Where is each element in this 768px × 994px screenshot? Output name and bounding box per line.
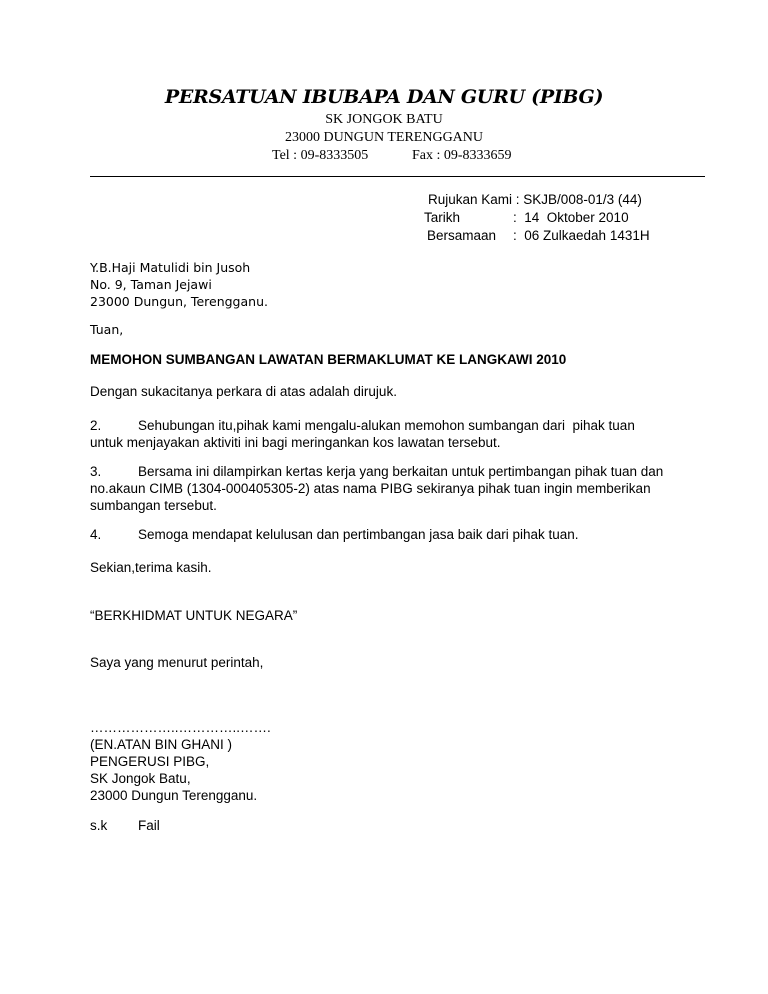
telephone: Tel : 09-8333505 — [272, 148, 369, 163]
school-address: 23000 DUNGUN TERENGGANU — [284, 130, 484, 145]
signatory-town: 23000 Dungun Terengganu. — [90, 788, 258, 803]
letter-subject: MEMOHON SUMBANGAN LAWATAN BERMAKLUMAT KE LANGKAWI 2010 — [90, 352, 567, 367]
recipient-city: 23000 Dungun, Terengganu. — [90, 294, 268, 309]
paragraph-1: Dengan sukacitanya perkara di atas adalah dirujuk. — [90, 384, 397, 399]
paragraph-2-line-1: Sehubungan itu,pihak kami mengalu-alukan memohon sumbangan dari pihak tuan — [138, 418, 635, 433]
signatory-name: (EN.ATAN BIN GHANI ) — [90, 737, 233, 752]
paragraph-2-line-2: untuk menjayakan aktiviti ini bagi meringankan kos lawatan tersebut. — [90, 435, 501, 450]
date-label: Tarikh — [424, 210, 461, 225]
recipient-street: No. 9, Taman Jejawi — [90, 277, 212, 292]
paragraph-3-line-3: sumbangan tersebut. — [90, 498, 217, 513]
paragraph-4-line-1: Semoga mendapat kelulusan dan pertimbangan jasa baik dari pihak tuan. — [138, 527, 579, 542]
signature-line: ………………..…………..……. — [90, 720, 271, 735]
signatory-school: SK Jongok Batu, — [90, 771, 191, 786]
paragraph-2-number: 2. — [90, 418, 102, 433]
closing: Sekian,terima kasih. — [90, 560, 212, 575]
salutation: Tuan, — [90, 322, 124, 337]
school-name: SK JONGOK BATU — [325, 112, 443, 127]
paragraph-3-number: 3. — [90, 464, 102, 479]
cc-value: Fail — [138, 818, 160, 833]
yours-faithfully: Saya yang menurut perintah, — [90, 655, 264, 670]
fax: Fax : 09-8333659 — [412, 148, 512, 163]
header-divider — [90, 176, 705, 177]
hijri-date-label: Bersamaan — [427, 228, 497, 243]
cc-label: s.k — [90, 818, 108, 833]
reference-number: Rujukan Kami : SKJB/008-01/3 (44) — [428, 192, 642, 207]
paragraph-3-line-2: no.akaun CIMB (1304-000405305-2) atas nama PIBG sekiranya pihak tuan ingin memberikan — [90, 481, 651, 496]
paragraph-3-line-1: Bersama ini dilampirkan kertas kerja yang berkaitan untuk pertimbangan pihak tuan dan — [138, 464, 664, 479]
signatory-position: PENGERUSI PIBG, — [90, 754, 210, 769]
recipient-name: Y.B.Haji Matulidi bin Jusoh — [90, 260, 251, 275]
paragraph-4-number: 4. — [90, 527, 102, 542]
organization-title: PERSATUAN IBUBAPA DAN GURU (PIBG) — [164, 86, 604, 108]
hijri-date-value: : 06 Zulkaedah 1431H — [513, 228, 650, 243]
motto: “BERKHIDMAT UNTUK NEGARA” — [90, 608, 298, 623]
date-value: : 14 Oktober 2010 — [513, 210, 629, 225]
